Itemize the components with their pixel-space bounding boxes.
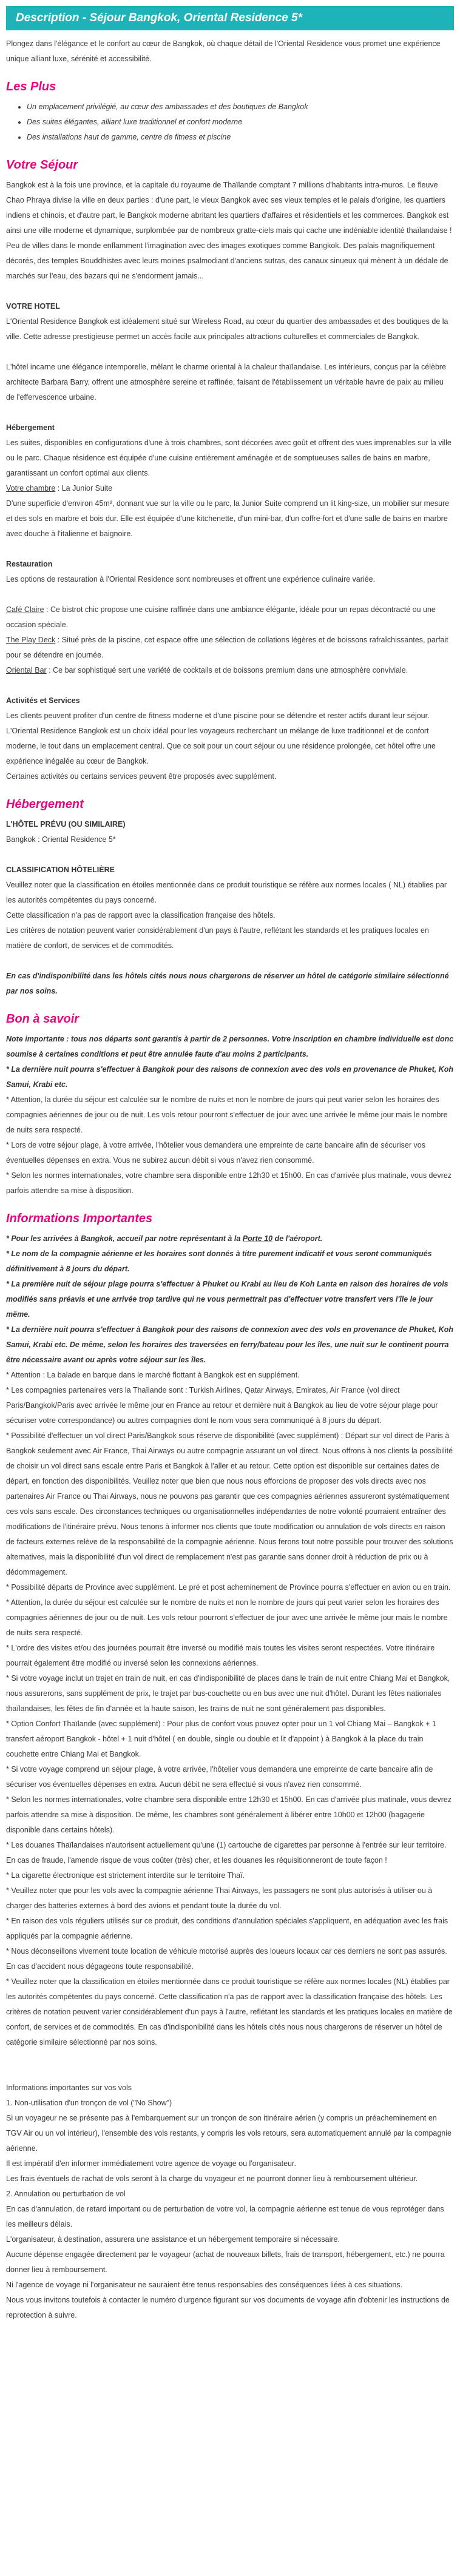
flights-line: L'organisateur, à destination, assurera une assistance et un hébergement temporaire si nécessaire. — [6, 2235, 340, 2244]
important-item: * Les compagnies partenaires vers la Thaïlande sont : Turkish Airlines, Qatar Airways, Emirates, Air France (vol direct Paris/Bangkok/Paris avec arrivée le même jour en France au retour et dernière nuit à Bangkok au lieu de votre séjour plage pour sécuriser votre correspondance) ou autres compagnies dont le nom vous sera communiqué à 8 jours du départ. — [6, 1386, 438, 1425]
flights-heading: Informations importantes sur vos vols — [6, 2083, 132, 2092]
flights-section-heading: 2. Annulation ou perturbation de vol — [6, 2190, 126, 2198]
venue-item — [6, 663, 454, 678]
important-item: * Attention, la durée du séjour est calculée sur le nombre de nuits et non le nombre de jours qui peut varier selon les horaires des compagnies aériennes de jour ou de nuit. Les vols retour pourront s'effectuer de jour avec une arrivée le même jour mais le nombre de nuits sera respecté. — [6, 1598, 448, 1637]
plus-list — [6, 99, 454, 145]
important-list — [6, 1231, 454, 2050]
important-heading: Informations Importantes — [6, 1212, 153, 1225]
classification-heading: CLASSIFICATION HÔTELIÈRE — [6, 866, 115, 874]
activities-paragraph: Certaines activités ou certains services peuvent être proposés avec supplément. — [6, 772, 277, 781]
important-item: * Selon les normes internationales, votre chambre sera disponible entre 12h30 et 15h00. En cas d'arrivée plus matinale, vous devrez parfois attendre sa mise à disposition. De même, les chambres sont généralement à libérer entre 10h00 et 12h00 (bagagerie disponible dans certains hôtels). — [6, 1795, 452, 1834]
good-to-know-item: Note importante : tous nos départs sont garantis à partir de 2 personnes. Votre inscription en chambre individuelle est donc soumise à certaines conditions et peut être annulée faute d'au moins 2 participants. — [6, 1035, 454, 1058]
plus-heading: Les Plus — [6, 80, 56, 93]
classification-line: Cette classification n'a pas de rapport avec la classification française des hôtels. — [6, 911, 276, 920]
room-label: Votre chambre — [6, 484, 56, 493]
important-item: * L'ordre des visites et/ou des journées pourrait être inversé ou modifié mais toutes les visites seront respectées. Votre itinéraire pourrait également être modifié ou inversé selon les connexions aériennes. — [6, 1644, 435, 1667]
important-item: * Possibilité départs de Province avec supplément. Le pré et post acheminement de Province pourra s'effectuer en avion ou en train. — [6, 1583, 451, 1592]
venue-desc: : Situé près de la piscine, cet espace offre une sélection de collations légères et de boissons rafraîchissantes, parfait pour se détendre en journée. — [6, 636, 448, 659]
page-title: Description - Séjour Bangkok, Oriental Residence 5* — [6, 6, 454, 30]
dining-venues — [6, 602, 454, 678]
flights-line: Nous vous invitons toutefois à contacter le numéro d'urgence figurant sur vos documents de voyage afin d'obtenir les instructions de reprotection à suivre. — [6, 2296, 450, 2319]
important-item: * Le nom de la compagnie aérienne et les horaires sont donnés à titre purement indicatif et vous seront communiqués définitivement à 8 jours du départ. — [6, 1249, 432, 1273]
important-item: * Si votre voyage comprend un séjour plage, à votre arrivée, l'hôtelier vous demandera une empreinte de carte bancaire afin de sécuriser vos éventuelles dépenses en extra. Aucun débit ne sera effectué si vous n'avez rien consommé. — [6, 1765, 433, 1789]
venue-name: Oriental Bar — [6, 666, 47, 674]
hotel-heading: VOTRE HOTEL — [6, 302, 60, 311]
hotel-paragraph: L'hôtel incarne une élégance intemporelle, mêlant le charme oriental à la chaleur thaïlandaise. Les intérieurs, conçus par la célèbre architecte Barbara Barry, offrent une atmosphère sereine et raffinée, faisant de l'établissement un véritable havre de paix au milieu de l'effervescence urbaine. — [6, 363, 447, 402]
good-to-know-item: * Attention, la durée du séjour est calculée sur le nombre de nuits et non le nombre de jours qui peut varier selon les horaires des compagnies aériennes de jour ou de nuit. Les vols retour pourront s'effectuer de jour avec une arrivée le même jour mais le nombre de nuits sera respecté. — [6, 1095, 448, 1134]
room-title — [6, 481, 454, 496]
good-to-know-item: * Selon les normes internationales, votre chambre sera disponible entre 12h30 et 15h00. En cas d'arrivée plus matinale, vous devrez parfois attendre sa mise à disposition. — [6, 1171, 452, 1195]
planned-hotel-block — [6, 817, 454, 847]
planned-hotel-label: L'HÔTEL PRÉVU (OU SIMILAIRE) — [6, 820, 126, 829]
venue-item — [6, 633, 454, 663]
important-item: * Nous déconseillons vivement toute location de véhicule motorisé auprès des loueurs locaux car ces derniers ne sont pas assurés. En cas d'accident nous dégageons toute responsabilité. — [6, 1947, 447, 1971]
good-to-know-list — [6, 1032, 454, 1199]
arrival-item — [6, 1231, 454, 1246]
activities-paragraph: L'Oriental Residence Bangkok est un choix idéal pour les voyageurs recherchant un mélange de luxe traditionnel et de confort moderne, le tout dans un emplacement central. Que ce soit pour un court séjour ou une résidence prolongée, cet hôtel offre une expérience inégalée au cœur de Bangkok. — [6, 727, 436, 765]
activities-block — [6, 708, 454, 784]
activities-heading: Activités et Services — [6, 696, 80, 705]
flights-line: Les frais éventuels de rachat de vols seront à la charge du voyageur et ne pourront donner lieu à remboursement ultérieur. — [6, 2174, 418, 2183]
unavailable-note: En cas d'indisponibilité dans les hôtels cités nous nous chargerons de réserver un hôtel de catégorie similaire sélectionné par nos soins. — [6, 972, 449, 995]
classification-block — [6, 878, 454, 953]
classification-line: Veuillez noter que la classification en étoiles mentionnée dans ce produit touristique se réfère aux normes locales ( NL) établies par les autorités compétentes du pays concerné. — [6, 881, 447, 904]
venue-name: Café Claire — [6, 605, 44, 614]
sejour-text: Bangkok est à la fois une province, et la capitale du royaume de Thaïlande comptant 7 millions d'habitants intra-muros. Le fleuve Chao Phraya divise la ville en deux parties : d'une part, le vieux Bangkok avec ses vieux temples et le palais d'origine, les quartiers indiens et chinois, et d'autre part, le Bangkok moderne abritant les quartiers d'affaires et résidentiels et les commerces. Bangkok est ainsi une ville moderne et dynamique, surplombée par de nombreux gratte-ciels mais qui cache une indéniable identité thaïlandaise ! Peu de villes dans le monde enflamment l'imagination avec des images exotiques comme Bangkok. Des palais magnifiquement décorés, des temples Bouddhistes avec leurs moines psalmodiant d'anciens sutras, des canaux sinueux qui mènent à un dédale de marchés sur l'eau, des bazars qui ne s'endorment jamais... — [6, 181, 452, 280]
flights-line: En cas d'annulation, de retard important ou de perturbation de votre vol, la compagnie aérienne est tenue de vous reprotéger dans les meilleurs délais. — [6, 2205, 444, 2228]
flights-line: Aucune dépense engagée directement par le voyageur (achat de nouveaux billets, frais de transport, hébergement, etc.) ne pourra donner lieu à remboursement. — [6, 2250, 445, 2274]
activities-paragraph: Les clients peuvent profiter d'un centre de fitness moderne et d'une piscine pour se détendre et rester actifs durant leur séjour. — [6, 711, 430, 720]
dining-intro: Les options de restauration à l'Oriental Residence sont nombreuses et offrent une expérience culinaire variée. — [6, 575, 376, 583]
dining-heading: Restauration — [6, 560, 53, 568]
important-item: * Veuillez noter que pour les vols avec la compagnie aérienne Thai Airways, les passagers ne sont plus autorisés à utiliser ou à charger des batteries externes à bord des avions et pendant toute la durée du vol. — [6, 1886, 433, 1910]
sejour-heading: Votre Séjour — [6, 158, 78, 172]
good-to-know-item: * La dernière nuit pourra s'effectuer à Bangkok pour des raisons de connexion avec des vols en provenance de Phuket, Koh Samui, Krabi etc. — [6, 1065, 453, 1089]
room-text: D'une superficie d'environ 45m², donnant vue sur la ville ou le parc, la Junior Suite comprend un lit king-size, un mobilier sur mesure et des sols en marbre et bois dur. Elle est équipée d'une kitchenette, d'un mini-bar, d'un coffre-fort et d'une salle de bains en marbre avec douche à l'italienne et baignoire. — [6, 499, 450, 538]
flights-line: Il est impératif d'en informer immédiatement votre agence de voyage ou l'organisateur. — [6, 2159, 296, 2168]
rooms-heading: Hébergement — [6, 423, 55, 432]
room-name: : La Junior Suite — [55, 484, 113, 493]
important-item: * Option Confort Thaïlande (avec supplément) : Pour plus de confort vous pouvez opter pour un 1 vol Chiang Mai – Bangkok + 1 transfert aéroport Bangkok - hôtel + 1 nuit d'hôtel ( en double, single ou double et lit d'appoint ) à Bangkok à la place du train couchette entre Chiang Mai et Bangkok. — [6, 1720, 436, 1758]
important-item: * Possibilité d'effectuer un vol direct Paris/Bangkok sous réserve de disponibilité (avec supplément) : Départ sur vol direct de Paris à Bangkok seulement avec Air France, Thai Airways ou autre compagnie assurant un vol direct. Nous offrons à nos clients la possibilité de choisir un vol direct sans escale entre Paris et Bangkok à l'aller et au retour. Cette option est disponible sur certaines dates de départ, en fonction des disponibilités. Veuillez noter que bien que nous nous efforcions de proposer des vols directs avec nos partenaires Air France ou Thai Airways, nous ne pouvons pas garantir que ces compagnies aériennes assureront systématiquement ces vols sans escale. Des circonstances techniques ou organisationnelles indépendantes de notre volonté pourraient entraîner des modifications de l'itinéraire prévu. Nous tenons à informer nos clients que toute modification ou annulation de vols directs en raison de facteurs externes relève de la responsabilité de la compagnie aérienne. Nous ferons tout notre possible pour trouver des solutions alternatives, mais la disponibilité d'un vol direct de remplacement n'est pas garantie sans donner droit à réduction de prix ou à dédommagement. — [6, 1431, 453, 1576]
plus-item: • Un emplacement privilégié, au cœur des ambassades et des boutiques de Bangkok — [27, 99, 454, 115]
arrival-gate: Porte 10 — [242, 1234, 273, 1243]
arrival-prefix: * Pour les arrivées à Bangkok, accueil par notre représentant à la — [6, 1234, 243, 1243]
flights-line: Ni l'agence de voyage ni l'organisateur ne sauraient être tenus responsables des conséquences liées à ces situations. — [6, 2281, 403, 2289]
important-item: * La première nuit de séjour plage pourra s'effectuer à Phuket ou Krabi au lieu de Koh Lanta en raison des horaires de vols modifiés sans préavis et une arrivée trop tardive qui ne vous permettrait pas d'effectuer votre transfert vers l'île le jour même. — [6, 1280, 448, 1319]
arrival-suffix: de l'aéroport. — [272, 1234, 323, 1243]
venue-desc: : Ce bar sophistiqué sert une variété de cocktails et de boissons premium dans une atmosphère conviviale. — [46, 666, 408, 674]
venue-item — [6, 602, 454, 633]
flights-section-heading: 1. Non-utilisation d'un tronçon de vol ("No Show") — [6, 2099, 172, 2107]
plus-item: • Des suites élégantes, alliant luxe traditionnel et confort moderne — [27, 115, 454, 130]
important-item: * La cigarette électronique est strictement interdite sur le territoire Thaï. — [6, 1871, 245, 1880]
planned-hotel-name: Bangkok : Oriental Residence 5* — [6, 835, 116, 844]
classification-line: Les critères de notation peuvent varier considérablement d'un pays à l'autre, reflétant les standards et les pratiques locales en matière de confort, de services et de commodités. — [6, 926, 429, 950]
important-item: * Si votre voyage inclut un trajet en train de nuit, en cas d'indisponibilité de places dans le train de nuit entre Chiang Mai et Bangkok, nous assurerons, sans supplément de prix, le trajet par bus-couchette ou en bus avec une nuit d'hôtel. Durant les fêtes nationales thaïlandaises, les fêtes de fin d'année et la haute saison, les trains de nuit ne sont généralement pas disponibles. — [6, 1674, 450, 1713]
venue-name: The Play Deck — [6, 636, 56, 644]
venue-desc: : Ce bistrot chic propose une cuisine raffinée dans une ambiance élégante, idéale pour un repas décontracté ou une occasion spéciale. — [6, 605, 436, 629]
important-item: * En raison des vols réguliers utilisés sur ce produit, des conditions d'annulation spéciales s'appliquent, en adéquation avec les frais appliqués par la compagnie aérienne. — [6, 1917, 448, 1940]
rooms-text: Les suites, disponibles en configurations d'une à trois chambres, sont décorées avec goût et offrent des vues imprenables sur la ville ou le parc. Chaque résidence est équipée d'une cuisine entièrement aménagée et de somptueuses salles de bains en marbre, garantissant un confort optimal aux clients. — [6, 439, 452, 477]
flights-line: Si un voyageur ne se présente pas à l'embarquement sur un tronçon de son itinéraire aérien (y compris un préacheminement en TGV Air ou un vol intérieur), l'ensemble des vols restants, y compris les vols retours, sera automatiquement annulé par la compagnie aérienne. — [6, 2114, 452, 2153]
good-to-know-item: * Lors de votre séjour plage, à votre arrivée, l'hôtelier vous demandera une empreinte de carte bancaire afin de sécuriser vos éventuelles dépenses en extra. Vous ne subirez aucun débit si vous n'avez rien consommé. — [6, 1141, 425, 1165]
important-item: * La dernière nuit pourra s'effectuer à Bangkok pour des raisons de connexion avec des vols en provenance de Phuket, Koh Samui, Krabi etc. De même, selon les horaires des traversées en ferry/bateau pour les îles, une nuit sur le continent pourra être nécessaire avant ou après votre séjour sur les îles. — [6, 1325, 453, 1364]
hotel-paragraph: L'Oriental Residence Bangkok est idéalement situé sur Wireless Road, au cœur du quartier des ambassades et des boutiques de la ville. Cette adresse prestigieuse permet un accès facile aux principales attractions culturelles et commerciales de Bangkok. — [6, 317, 448, 341]
important-item: * Attention : La balade en barque dans le marché flottant à Bangkok est en supplément. — [6, 1371, 300, 1379]
intro-text: Plongez dans l'élégance et le confort au cœur de Bangkok, où chaque détail de l'Oriental Residence vous promet une expérience unique alliant luxe, sérénité et accessibilité. — [6, 39, 441, 63]
important-item: * Les douanes Thaïlandaises n'autorisent actuellement qu'une (1) cartouche de cigarettes par personne à l'entrée sur leur territoire. En cas de fraude, l'amende risque de vous coûter (très) cher, et les douanes les réquisitionneront de toute façon ! — [6, 1841, 447, 1865]
flights-info — [6, 2080, 454, 2323]
accommodation-heading: Hébergement — [6, 798, 84, 811]
important-item: * Veuillez noter que la classification en étoiles mentionnée dans ce produit touristique se réfère aux normes locales (NL) établies par les autorités compétentes du pays concerné. Cette classification n'a pas de rapport avec la classification française des hôtels. Les critères de notation peuvent varier considérablement d'un pays à l'autre, reflétant les standards et les pratiques locales en matière de confort, de services et de commodités. En cas d'indisponibilité dans les hôtels cités nous nous chargerons de réserver un hôtel de catégorie similaire sélectionné par nos soins. — [6, 1977, 453, 2046]
plus-item: • Des installations haut de gamme, centre de fitness et piscine — [27, 130, 454, 145]
good-to-know-heading: Bon à savoir — [6, 1012, 79, 1026]
